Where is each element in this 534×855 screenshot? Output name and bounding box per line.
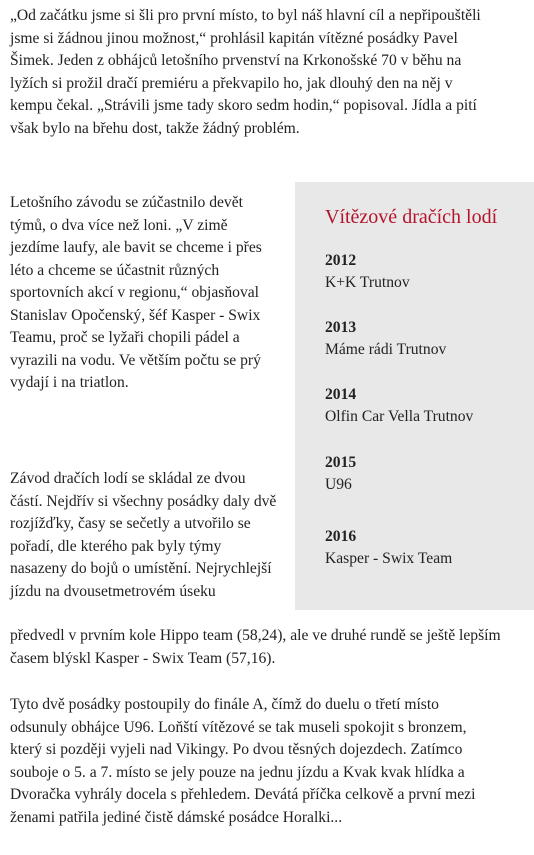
winner-year: 2015: [325, 454, 357, 471]
winner-team: U96: [325, 476, 352, 493]
article-paragraph: Závod dračích lodí se skládal ze dvou částí. Nejdřív si všechny posádky daly dvě rozjížďky, časy se sečetly a utvořilo se pořadí, dle kterého pak byly týmy nasazeny do bojů o umístění. Nejrychlejší jízdu na dvousetmetrovém úseku: [10, 470, 277, 600]
sidebox-title: Vítězové dračích lodí: [325, 206, 498, 228]
winner-team: Kasper - Swix Team: [325, 550, 453, 567]
winner-year: 2014: [325, 386, 357, 403]
winner-entry: [325, 384, 525, 428]
winner-entry: [325, 317, 525, 361]
winner-team: Olfin Car Vella Trutnov: [325, 408, 474, 425]
article-paragraph: Tyto dvě posádky postoupily do finále A, čímž do duelu o třetí místo odsunuly obhájce U96. Loňští vítězové se tak museli spokojit s bronzem, který si později vyjeli nad Vikingy. Po dvou těsných dojezdech. Zatímco souboje o 5. a 7. místo se jely pouze na jednu jízdu a Kvak kvak hlídka a Dvoračka vyhrály docela s přehledem. Devátá příčka celkově a první mezi ženami patřila jediné čistě dámské posádce Horalki...: [10, 696, 476, 826]
winners-sidebox: [295, 182, 534, 610]
article-paragraph: „Od začátku jsme si šli pro první místo, to byl náš hlavní cíl a nepřipouštěli jsme si žádnou jinou možnost,“ prohlásil kapitán vítězné posádky Pavel Šimek. Jeden z obhájců letošního prvenství na Krkonošské 70 v běhu na lyžích si prožil dračí premiéru a překvapilo ho, jak dlouhý den na něj v kempu čekal. „Strávili jsme tady skoro sedm hodin,“ popisoval. Jídla a pití však bylo na břehu dost, takže žádný problém.: [10, 7, 481, 137]
winner-team: K+K Trutnov: [325, 274, 410, 291]
winner-year: 2012: [325, 252, 357, 269]
winner-year: 2016: [325, 528, 357, 545]
winner-entry: [325, 452, 525, 496]
winner-entry: [325, 250, 525, 294]
article-paragraph: Letošního závodu se zúčastnilo devět týmů, o dva více než loni. „V zimě jezdíme laufy, ale bavit se chceme i přes léto a chceme se účastnit různých sportovních akcí v regionu,“ objasňoval Stanislav Opočenský, šéf Kasper - Swix Teamu, proč se lyžaři chopili pádel a vyrazili na vodu. Ve větším počtu se prý vydají i na triatlon.: [10, 194, 262, 391]
winner-entry: [325, 526, 525, 570]
winner-year: 2013: [325, 319, 357, 336]
article-paragraph-continuation: předvedl v prvním kole Hippo team (58,24), ale ve druhé rundě se ještě lepším časem blýskl Kasper - Swix Team (57,16).: [10, 627, 501, 667]
winner-team: Máme rádi Trutnov: [325, 341, 447, 358]
